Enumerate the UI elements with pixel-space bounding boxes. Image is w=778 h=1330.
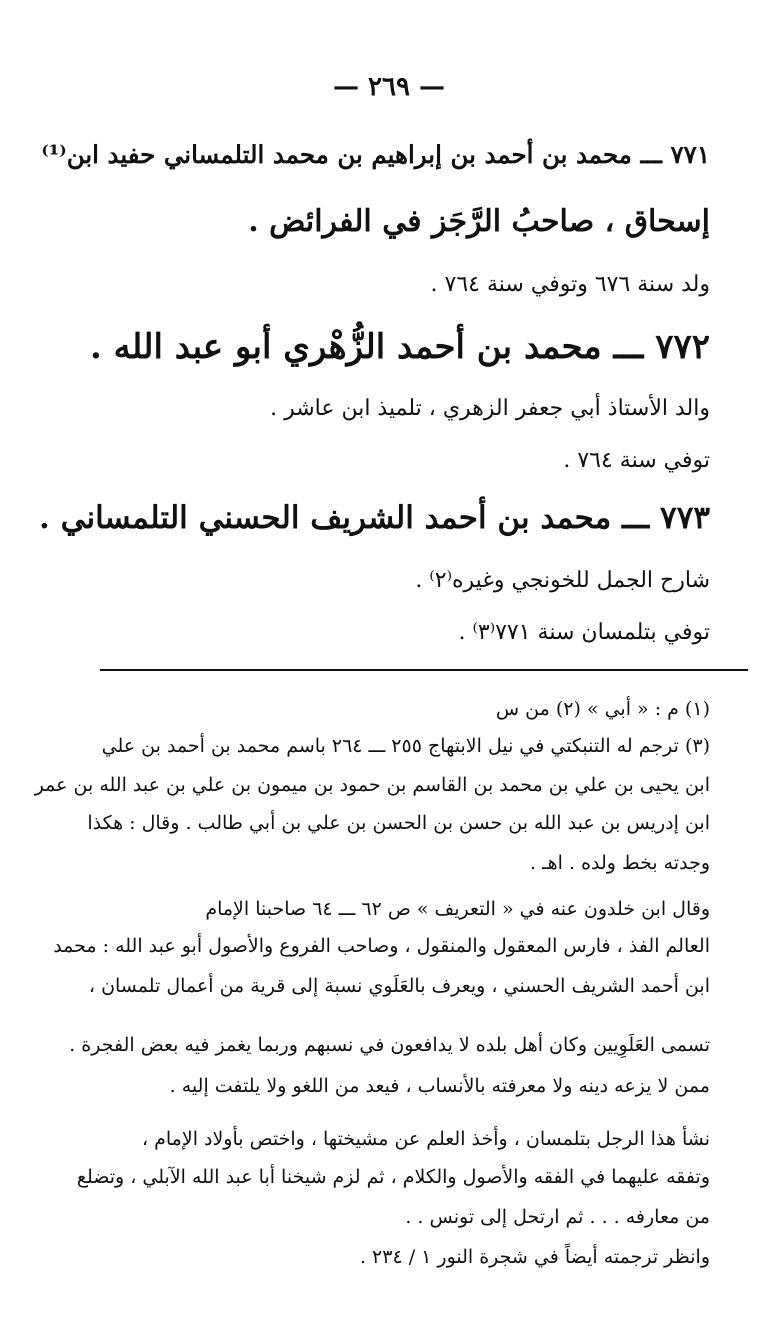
footnote-line: تسمى العَلَوِيين وكان أهل بلده لا يدافعون في نسبهم وربما يغمز فيه بعض الفجرة .: [69, 1034, 710, 1056]
entry-number: ٧٧٢: [655, 327, 710, 367]
entry-771-text: ولد سنة ٦٧٦ وتوفي سنة ٧٦٤ .: [430, 272, 710, 297]
entry-772-text: والد الأستاذ أبي جعفر الزهري ، تلميذ ابن عاشر .: [270, 396, 710, 421]
footnote-line: وجدته بخط ولده . اهـ .: [530, 852, 710, 874]
entry-772-heading: [90, 327, 710, 367]
entry-773-text: شارح الجمل للخونجي وغيره⁽٢⁾ .: [415, 568, 710, 593]
entry-heading-text: ـــ محمد بن أحمد الزُّهْري أبو عبد الله .: [89, 327, 644, 367]
footnote-line: ابن أحمد الشريف الحسني ، ويعرف بالعَلَوي نسبة إلى قرية من أعمال تلمسان ،: [88, 975, 710, 997]
entry-heading-text: ـــ محمد بن أحمد الشريف الحسني التلمساني .: [39, 500, 650, 536]
entry-773-heading: [39, 500, 710, 536]
entry-number: ٧٧١: [670, 140, 710, 169]
footnote-line: العالم الفذ ، فارس المعقول والمنقول ، وصاحب الفروع والأصول أبو عبد الله : محمد: [53, 935, 710, 957]
footnote-line: وانظر ترجمته أيضاً في شجرة النور ١ / ٢٣٤ .: [359, 1246, 710, 1268]
entry-773-text: توفي بتلمسان سنة ٧٧١⁽٣⁾ .: [458, 620, 710, 645]
footnote-line: (٣) ترجم له التنبكتي في نيل الابتهاج ٢٥٥ ـــ ٢٦٤ باسم محمد بن أحمد بن علي: [101, 735, 710, 757]
page-number: — ٢٦٩ —: [332, 72, 446, 102]
entry-771-heading-continued: إسحاق ، صاحبُ الرَّجَز في الفرائض .: [248, 204, 710, 239]
footnote-line: وتفقه عليهما في الفقه والأصول والكلام ، ثم لزم شيخنا أبا عبد الله الآبلي ، وتضلع: [76, 1166, 710, 1188]
footnote-line: ابن يحيى بن علي بن محمد بن القاسم بن حمود بن ميمون بن علي بن عبد الله بن عمر: [34, 774, 710, 796]
footnote-divider: [100, 669, 748, 671]
entry-772-text: توفي سنة ٧٦٤ .: [563, 448, 710, 473]
footnote-line: نشأ هذا الرجل بتلمسان ، وأخذ العلم عن مشيختها ، واختص بأولاد الإمام ،: [141, 1128, 710, 1150]
entry-heading-text: ـــ محمد بن أحمد بن إبراهيم بن محمد التلمساني حفيد ابن⁽¹⁾: [41, 140, 662, 169]
footnote-line: من معارفه . . . ثم ارتحل إلى تونس . .: [405, 1206, 710, 1228]
entry-771-heading: [41, 140, 710, 169]
footnote-line: وقال ابن خلدون عنه في « التعريف » ص ٦٢ ـــ ٦٤ صاحبنا الإمام: [205, 898, 710, 920]
footnote-line: ممن لا يزعه دينه ولا معرفته بالأنساب ، فيعد من اللغو ولا يلتفت إليه .: [169, 1075, 710, 1097]
footnote-line: (١) م : « أبي » (٢) من س: [495, 698, 710, 720]
entry-number: ٧٧٣: [660, 500, 710, 536]
footnote-line: ابن إدريس بن عبد الله بن حسن بن الحسن بن علي بن أبي طالب . وقال : هكذا: [87, 812, 710, 834]
